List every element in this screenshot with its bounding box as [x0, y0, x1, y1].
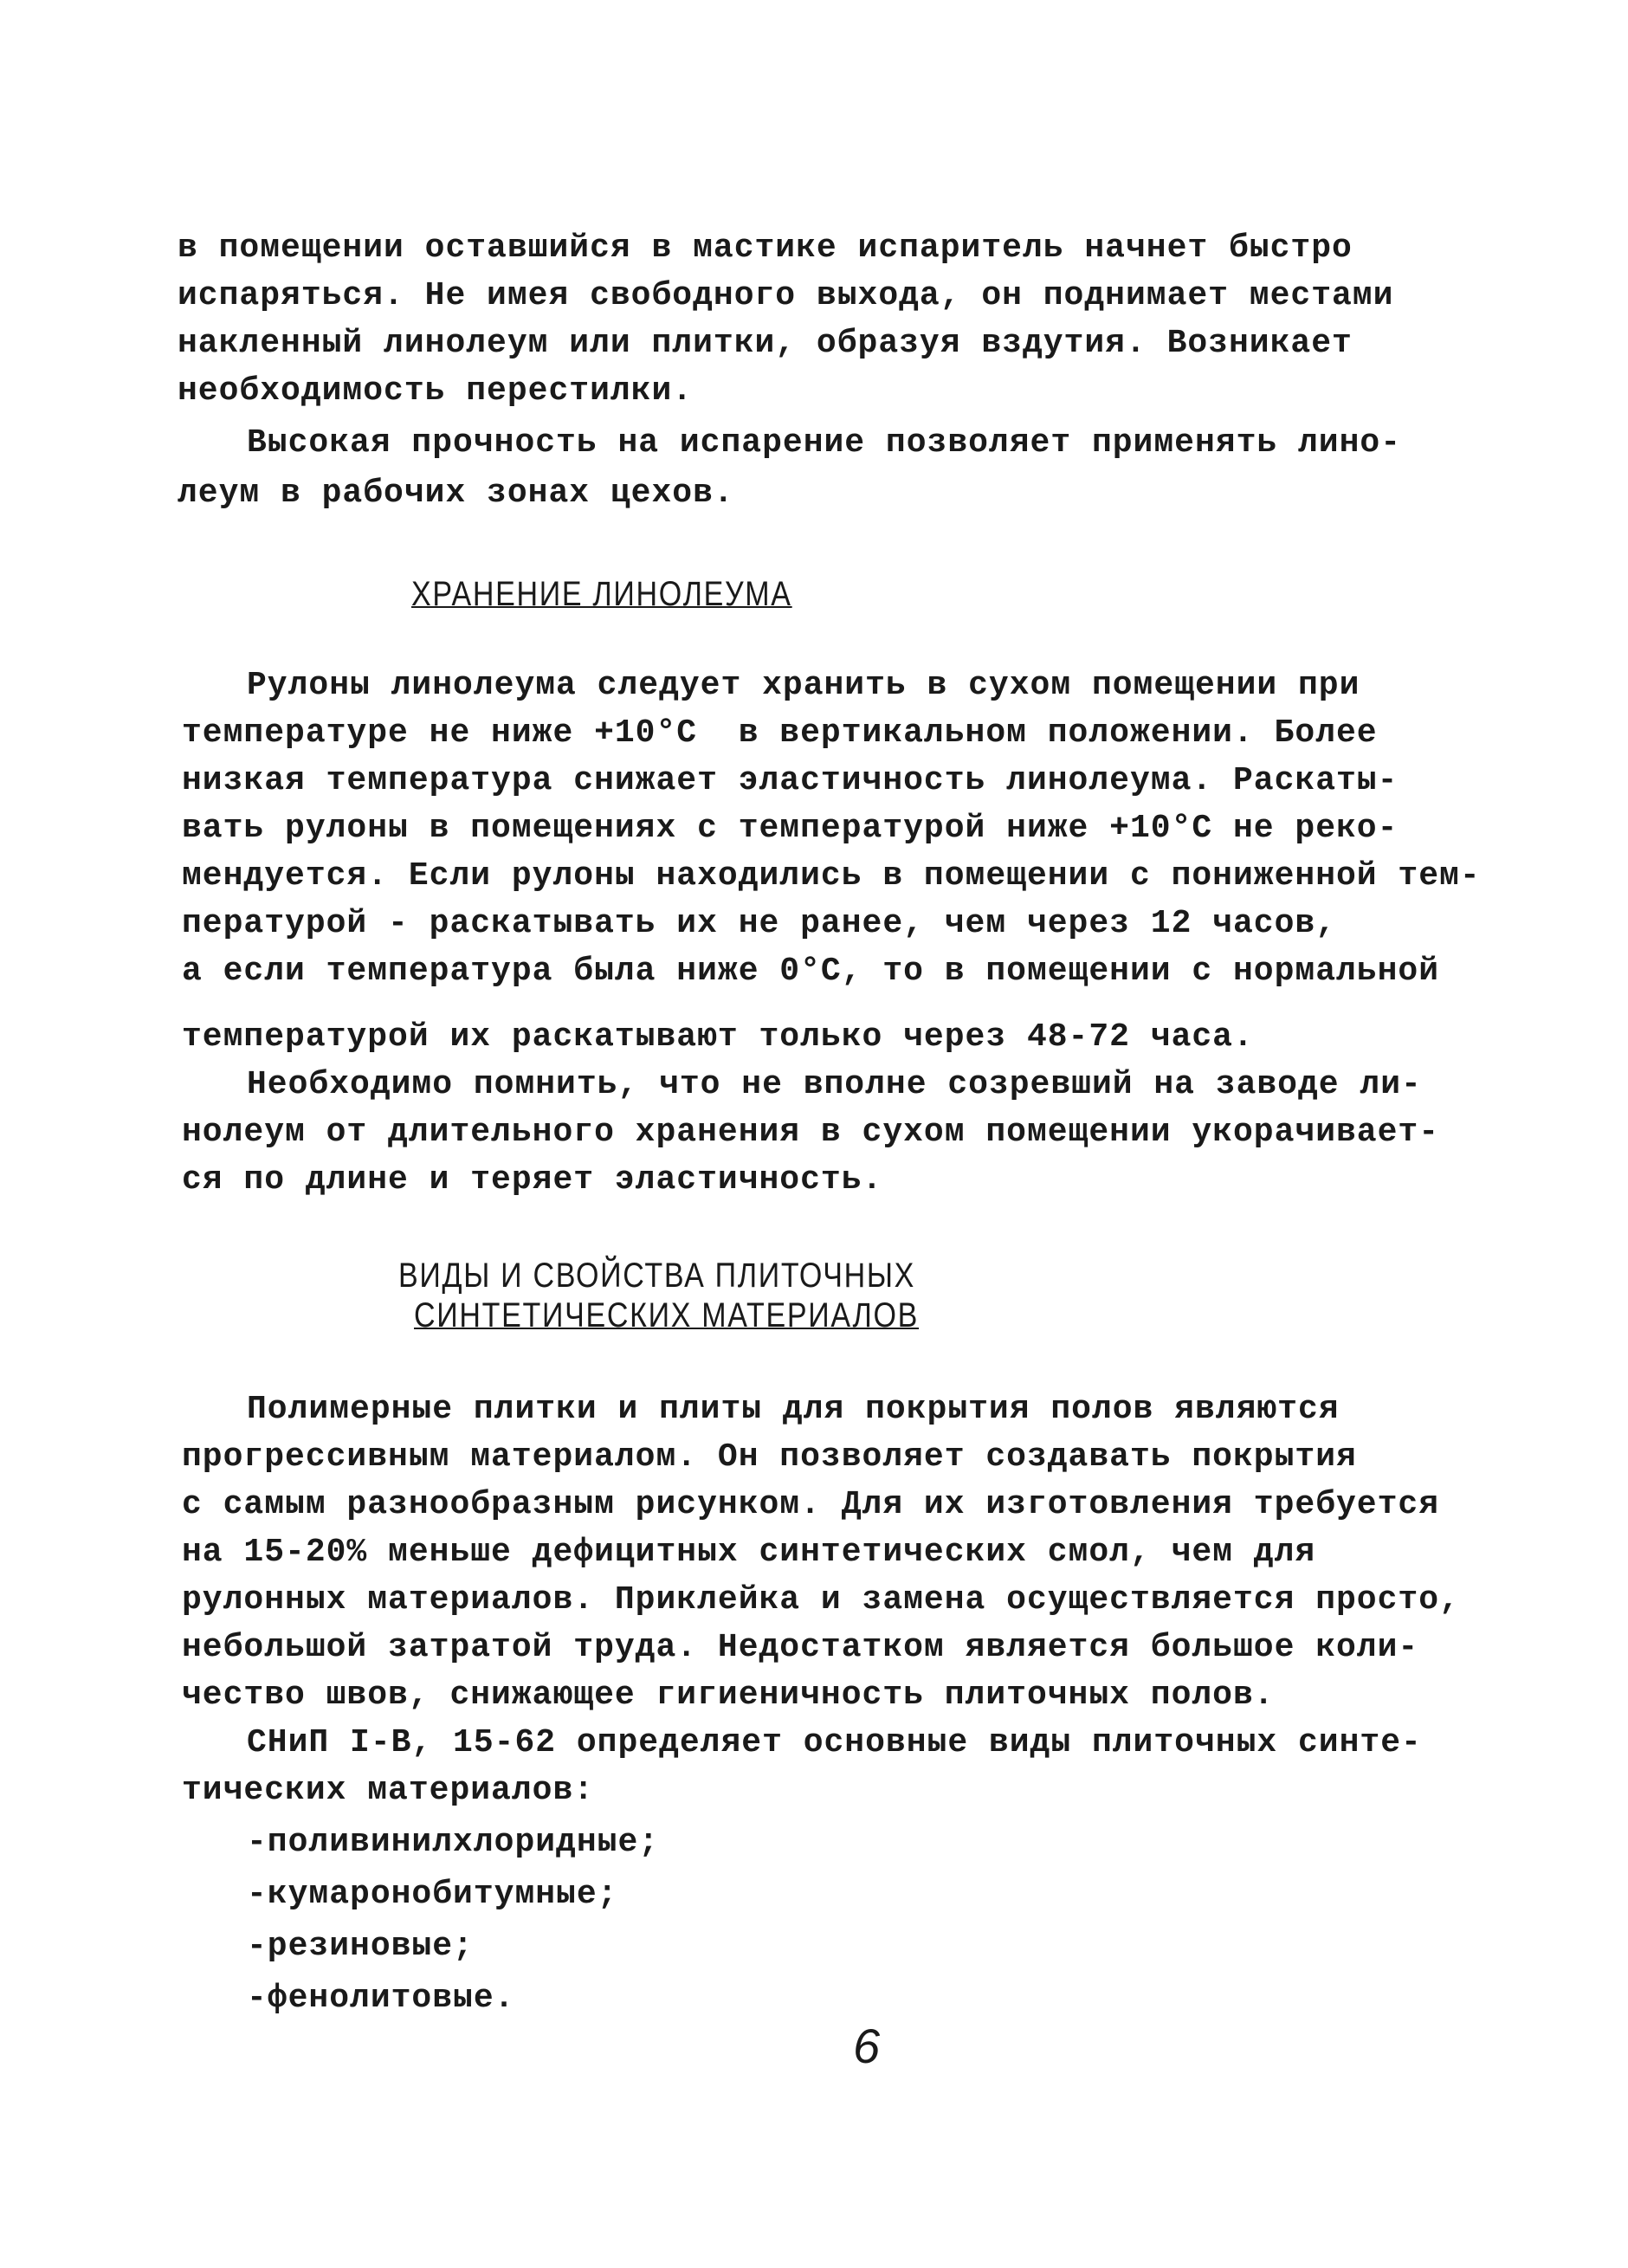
text-line: низкая температура снижает эластичность линолеума. Раскаты-	[182, 762, 1399, 799]
text-line: а если температура была ниже 0°С, то в помещении с нормальной	[182, 953, 1440, 990]
text-line: рулонных материалов. Приклейка и замена осуществляется просто,	[182, 1581, 1460, 1619]
text-line: леум в рабочих зонах цехов.	[178, 475, 734, 512]
text-line: накленный линолеум или плитки, образуя вздутия. Возникает	[178, 325, 1353, 362]
heading-line: СИНТЕТИЧЕСКИХ МАТЕРИАЛОВ	[414, 1296, 920, 1334]
text-line: небольшой затратой труда. Недостатком является большое коли-	[182, 1629, 1419, 1666]
list-item: -кумаронобитумные;	[247, 1876, 618, 1913]
text-line: вать рулоны в помещениях с температурой ниже +10°С не реко-	[182, 810, 1399, 847]
text-line: испаряться. Не имея свободного выхода, он поднимает местами	[178, 277, 1394, 314]
text-line: Высокая прочность на испарение позволяет применять лино-	[247, 424, 1402, 462]
heading-line: ВИДЫ И СВОЙСТВА ПЛИТОЧНЫХ	[398, 1257, 916, 1295]
text-line: ся по длине и теряет эластичность.	[182, 1161, 883, 1199]
text-line: необходимость перестилки.	[178, 372, 694, 410]
text-line: на 15-20% меньше дефицитных синтетических смол, чем для	[182, 1534, 1316, 1571]
text-line: СНиП I-В, 15-62 определяет основные виды плиточных синте-	[247, 1724, 1422, 1761]
text-line: Полимерные плитки и плиты для покрытия полов являются	[247, 1391, 1340, 1428]
text-line: тических материалов:	[182, 1772, 595, 1809]
list-item: -резиновые;	[247, 1928, 474, 1965]
text-line: температурой их раскатывают только через 48-72 часа.	[182, 1018, 1254, 1056]
text-line: температуре не ниже +10°С в вертикальном положении. Более	[182, 714, 1378, 752]
page-number: 6	[853, 2019, 881, 2073]
text-line: пературой - раскатывать их не ранее, чем через 12 часов,	[182, 905, 1337, 942]
list-item: -фенолитовые.	[247, 1980, 515, 2017]
text-line: в помещении оставшийся в мастике испаритель начнет быстро	[178, 229, 1353, 267]
text-line: прогрессивным материалом. Он позволяет создавать покрытия	[182, 1438, 1357, 1476]
section-heading-storage: ХРАНЕНИЕ ЛИНОЛЕУМА	[411, 575, 792, 613]
list-item: -поливинилхлоридные;	[247, 1824, 660, 1861]
text-line: мендуется. Если рулоны находились в помещении с пониженной тем-	[182, 857, 1481, 895]
text-line: Рулоны линолеума следует хранить в сухом помещении при	[247, 667, 1360, 704]
text-line: Необходимо помнить, что не вполне созревший на заводе ли-	[247, 1066, 1422, 1103]
text-line: нолеум от длительного хранения в сухом помещении укорачивает-	[182, 1114, 1440, 1151]
text-line: с самым разнообразным рисунком. Для их изготовления требуется	[182, 1486, 1440, 1523]
text-line: чество швов, снижающее гигиеничность плиточных полов.	[182, 1677, 1275, 1714]
